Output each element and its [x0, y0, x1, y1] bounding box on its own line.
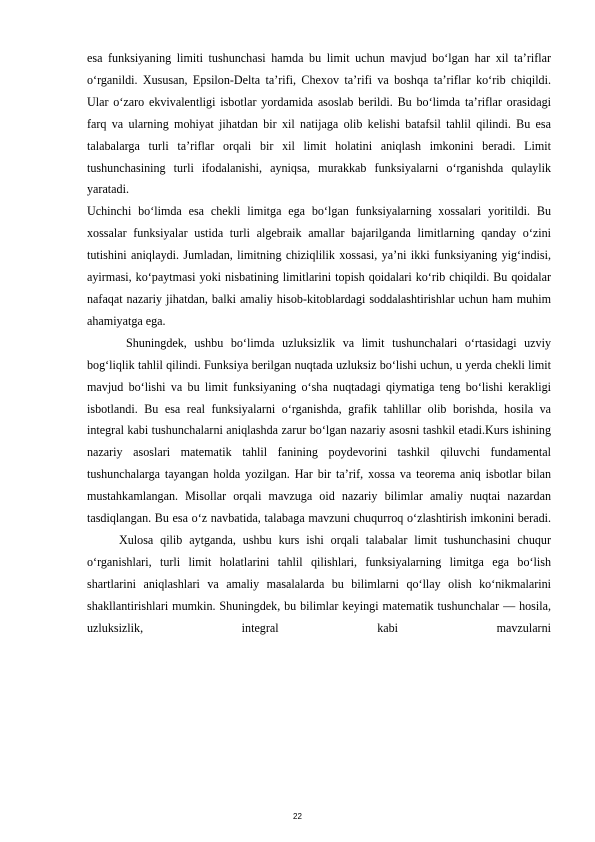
page-number: 22	[293, 812, 302, 821]
paragraph-limit-definitions: esa funksiyaning limiti tushunchasi hamda bu limit uchun mavjud bo‘lgan har xil ta’riflar o‘rganildi. Xususan, Epsilon-Delta ta’rifi, Chexov ta’rifi va boshqa ta’riflar ko‘rib chiqildi. Ular o‘zaro ekvivalentligi isbotlar yordamida asoslab berildi. Bu bo‘limda ta’riflar orasidagi farq va ularning mohiyat jihatdan bir xil natijaga olib kelishi batafsil tahlil qilindi. Bu esa talabalarga turli ta’riflar orqali bir xil limit holatini aniqlash imkonini beradi. Limit tushunchasining turli ifodalanishi, ayniqsa, murakkab funksiyalarni o‘rganishda qulaylik yaratadi.	[87, 51, 551, 197]
paragraph-continuity: Shuningdek, ushbu bo‘limda uzluksizlik va limit tushunchalari o‘rtasidagi uzviy bog‘liqlik tahlil qilindi. Funksiya berilgan nuqtada uzluksiz bo‘lishi uchun, u yerda chekli limit mavjud bo‘lishi va bu limit funksiyaning o‘sha nuqtadagi qiymatiga teng bo‘lishi kerakligi isbotlandi. Bu esa real funksiyalarni o‘rganishda, grafik tahlillar olib borishda, hosila va integral kabi tushunchalarni aniqlashda zarur bo‘lgan nazariy asosni tashkil etadi.Kurs ishining nazariy asoslari matematik tahlil fanining poydevorini tashkil qiluvchi fundamental tushunchalarga tayangan holda yozilgan. Har bir ta’rif, xossa va teorema aniq isbotlar bilan mustahkamlangan. Misollar orqali mavzuga oid nazariy bilimlar amaliy nuqtai nazardan tasdiqlangan. Bu esa o‘z navbatida, talabaga mavzuni chuqurroq o‘zlashtirish imkonini beradi.	[87, 335, 551, 526]
document-page	[87, 48, 551, 639]
paragraph-conclusion: Xulosa qilib aytganda, ushbu kurs ishi orqali talabalar limit tushunchasini chuqur o‘rganishlari, turli limit holatlarini tahlil qilishlari, funksiyalarning limitga ega bo‘lish shartlarini aniqlashlari va amaliy masalalarda bu bilimlarni qo‘llay olish ko‘nikmalarini shakllantirishlari mumkin. Shuningdek, bu bilimlar keyingi matematik tushunchalar — hosila, uzluksizlik, integral kabi mavzularni	[87, 532, 551, 635]
paragraph-limit-properties: Uchinchi bo‘limda esa chekli limitga ega bo‘lgan funksiyalarning xossalari yoritildi. Bu xossalar funksiyalar ustida turli algebraik amallar bajarilganda limitlarning qanday o‘zini tutishini aniqlaydi. Jumladan, limitning chiziqlilik xossasi, ya’ni ikki funksiyaning yig‘indisi, ayirmasi, ko‘paytmasi yoki nisbatining limitlarini topish qoidalari ko‘rib chiqildi. Bu qoidalar nafaqat nazariy jihatdan, balki amaliy hisob-kitoblardagi soddalashtirishlar uchun ham muhim ahamiyatga ega.	[87, 204, 551, 328]
